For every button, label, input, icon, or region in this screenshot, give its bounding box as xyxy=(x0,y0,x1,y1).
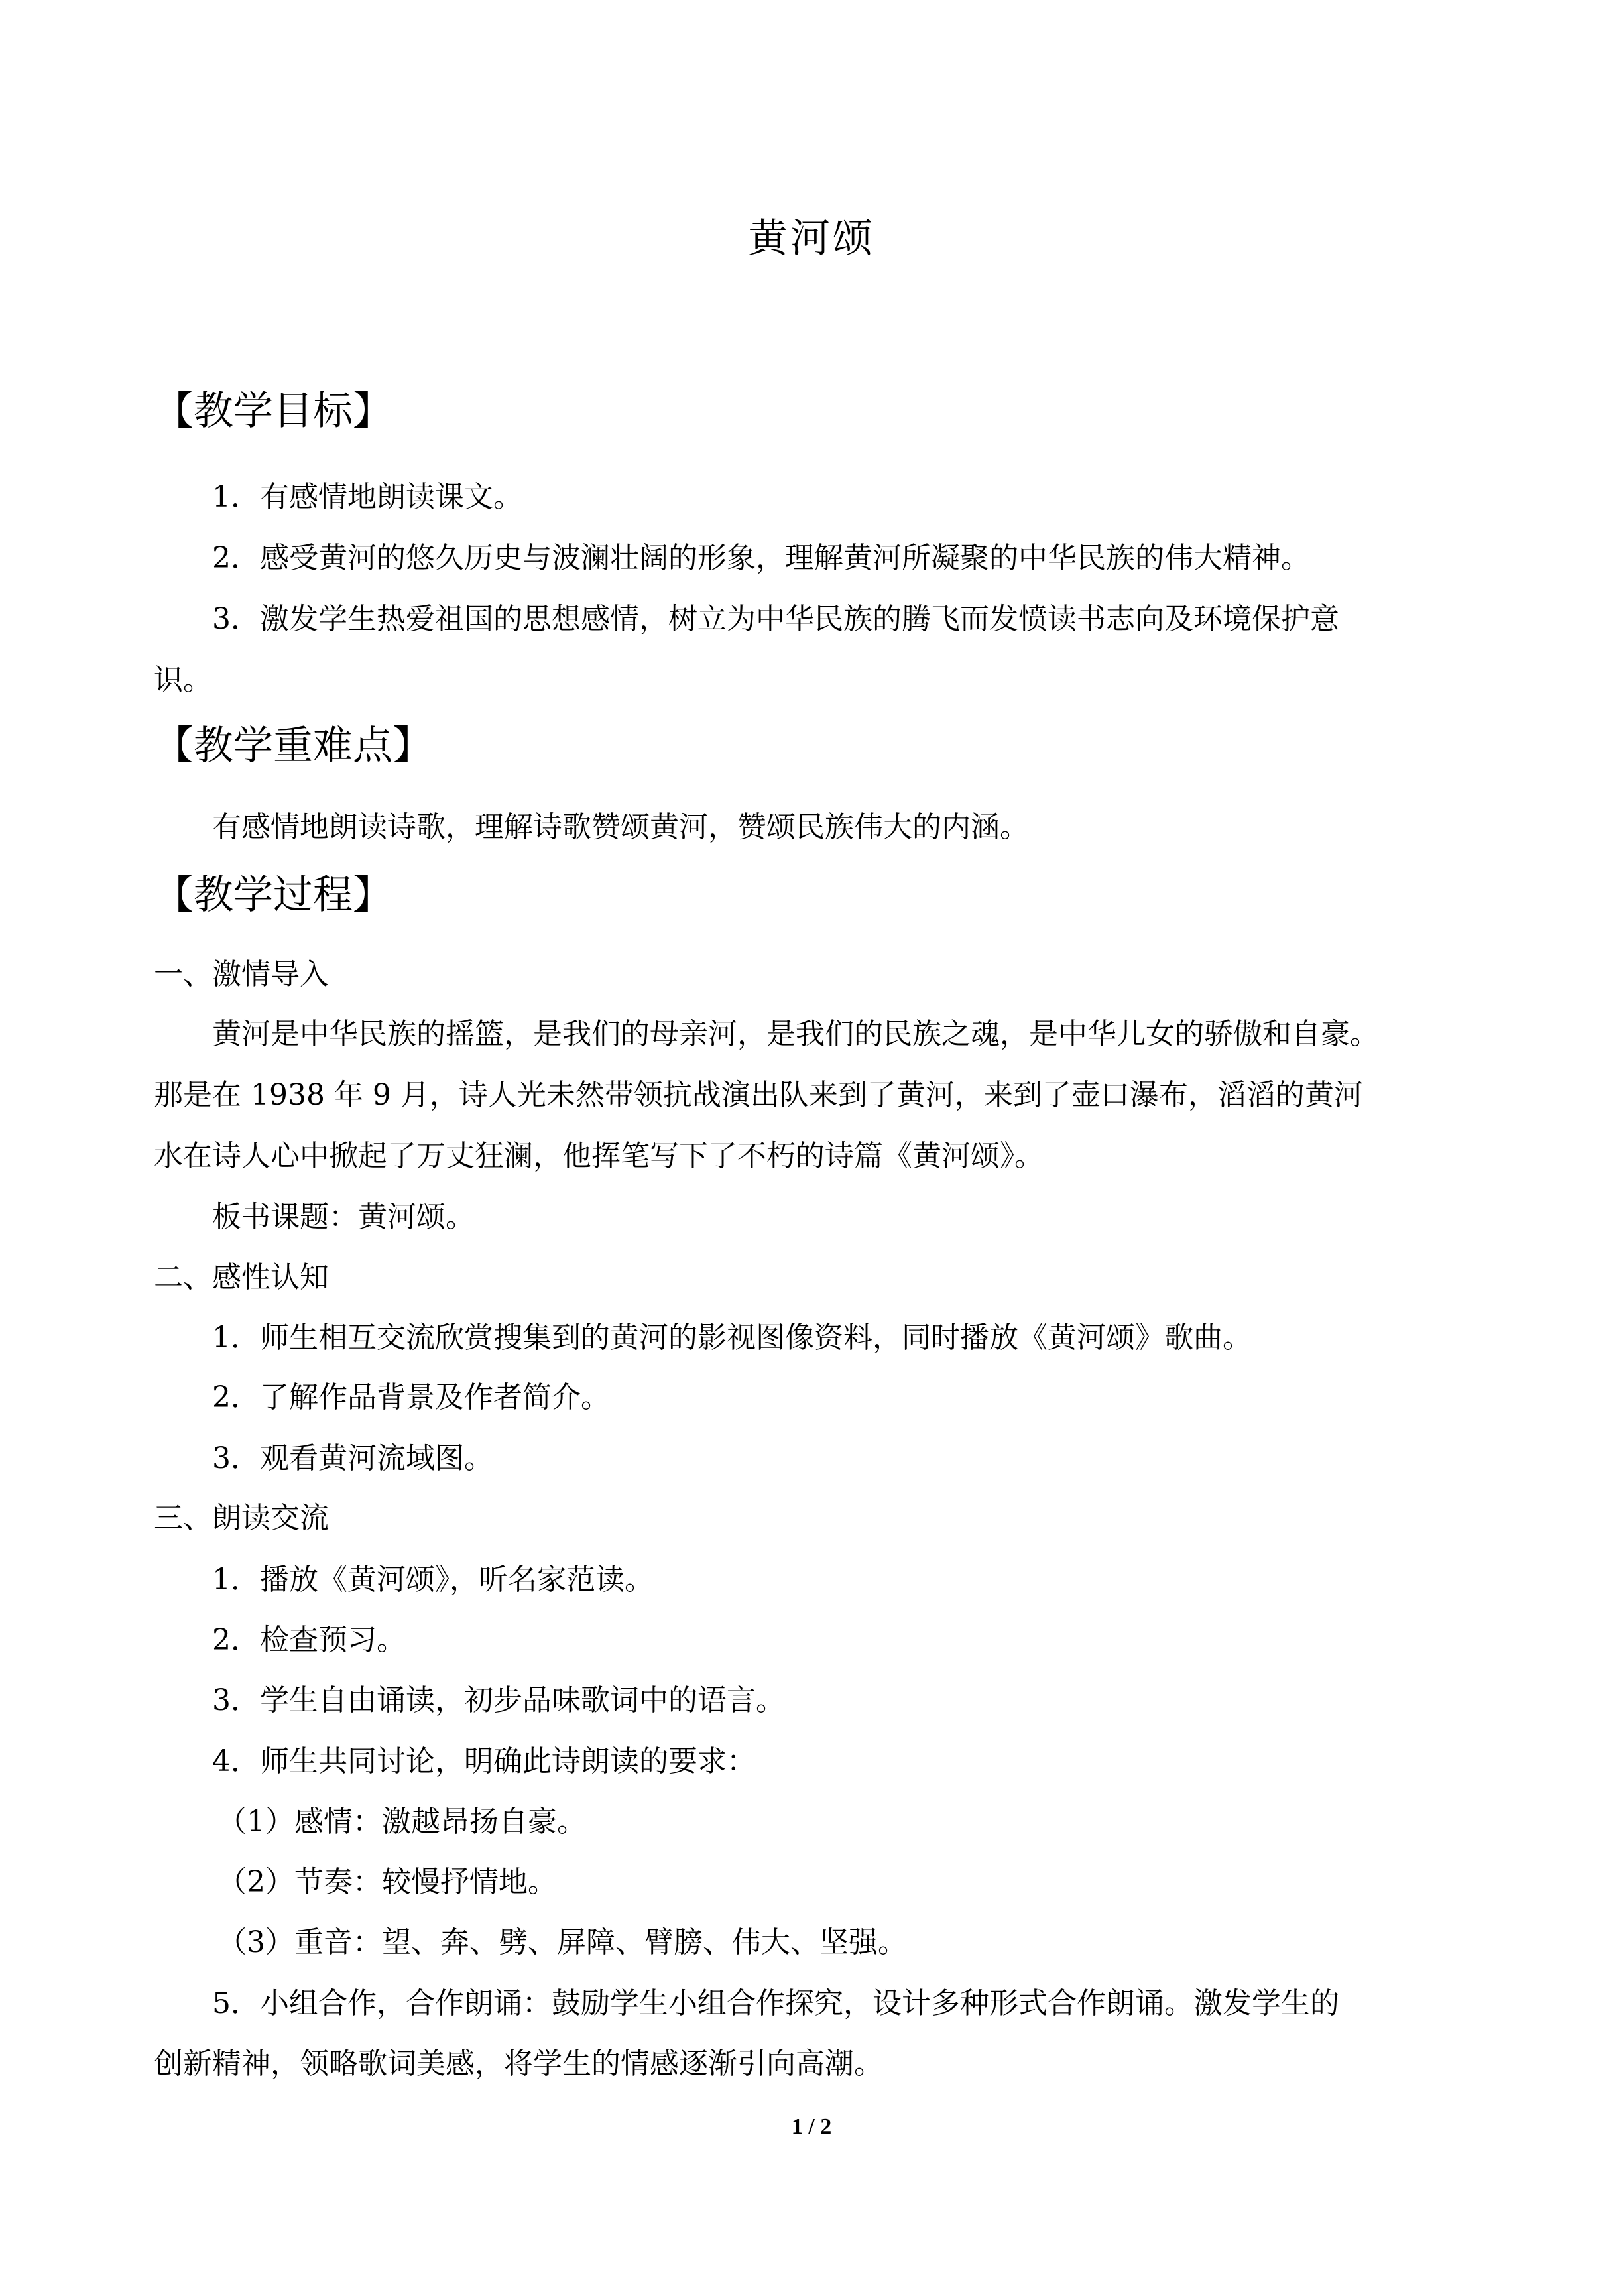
objective-item: 3．激发学生热爱祖国的思想感情，树立为中华民族的腾飞而发愤读书志向及环境保护意 xyxy=(212,602,1339,636)
part3-subitem: （1）感情：激越昂扬自豪。 xyxy=(217,1805,586,1839)
objective-item: 1．有感情地朗读课文。 xyxy=(212,480,522,514)
part1-line: 那是在 1938 年 9 月，诗人光未然带领抗战演出队来到了黄河，来到了壶口瀑布，滔滔的黄河 xyxy=(154,1078,1363,1112)
part1-line: 板书课题：黄河颂。 xyxy=(212,1200,475,1234)
page-title: 黄河颂 xyxy=(748,215,875,262)
objective-item-continued: 识。 xyxy=(154,663,212,697)
key-points-text: 有感情地朗读诗歌，理解诗歌赞颂黄河，赞颂民族伟大的内涵。 xyxy=(212,810,1029,844)
part3-item-5: 5．小组合作，合作朗诵：鼓励学生小组合作探究，设计多种形式合作朗诵。激发学生的 xyxy=(212,1986,1339,2020)
objective-item: 2．感受黄河的悠久历史与波澜壮阔的形象，理解黄河所凝聚的中华民族的伟大精神。 xyxy=(212,541,1310,575)
heading-process: 【教学过程】 xyxy=(154,872,392,918)
part3-item-5-continued: 创新精神，领略歌词美感，将学生的情感逐渐引向高潮。 xyxy=(154,2047,883,2081)
page-number: 1 / 2 xyxy=(791,2114,832,2139)
part3-subitem: （2）节奏：较慢抒情地。 xyxy=(217,1865,557,1899)
part3-title: 三、朗读交流 xyxy=(154,1501,329,1535)
part3-item: 4．师生共同讨论，明确此诗朗读的要求： xyxy=(212,1744,756,1778)
heading-objectives: 【教学目标】 xyxy=(154,388,392,434)
part1-title: 一、激情导入 xyxy=(154,957,329,991)
part3-item: 1．播放《黄河颂》，听名家范读。 xyxy=(212,1563,654,1597)
heading-key-points: 【教学重难点】 xyxy=(154,723,432,769)
part3-subitem: （3）重音：望、奔、劈、屏障、臂膀、伟大、坚强。 xyxy=(217,1925,907,1959)
part3-item: 2．检查预习。 xyxy=(212,1623,406,1657)
part2-item: 2．了解作品背景及作者简介。 xyxy=(212,1380,610,1414)
part2-title: 二、感性认知 xyxy=(154,1260,329,1294)
part2-item: 3．观看黄河流域图。 xyxy=(212,1441,493,1475)
part1-line: 黄河是中华民族的摇篮，是我们的母亲河，是我们的民族之魂，是中华儿女的骄傲和自豪。 xyxy=(212,1017,1379,1051)
part1-line: 水在诗人心中掀起了万丈狂澜，他挥笔写下了不朽的诗篇《黄河颂》。 xyxy=(154,1139,1044,1173)
part2-item: 1．师生相互交流欣赏搜集到的黄河的影视图像资料，同时播放《黄河颂》歌曲。 xyxy=(212,1321,1252,1355)
part3-item: 3．学生自由诵读，初步品味歌词中的语言。 xyxy=(212,1683,785,1717)
